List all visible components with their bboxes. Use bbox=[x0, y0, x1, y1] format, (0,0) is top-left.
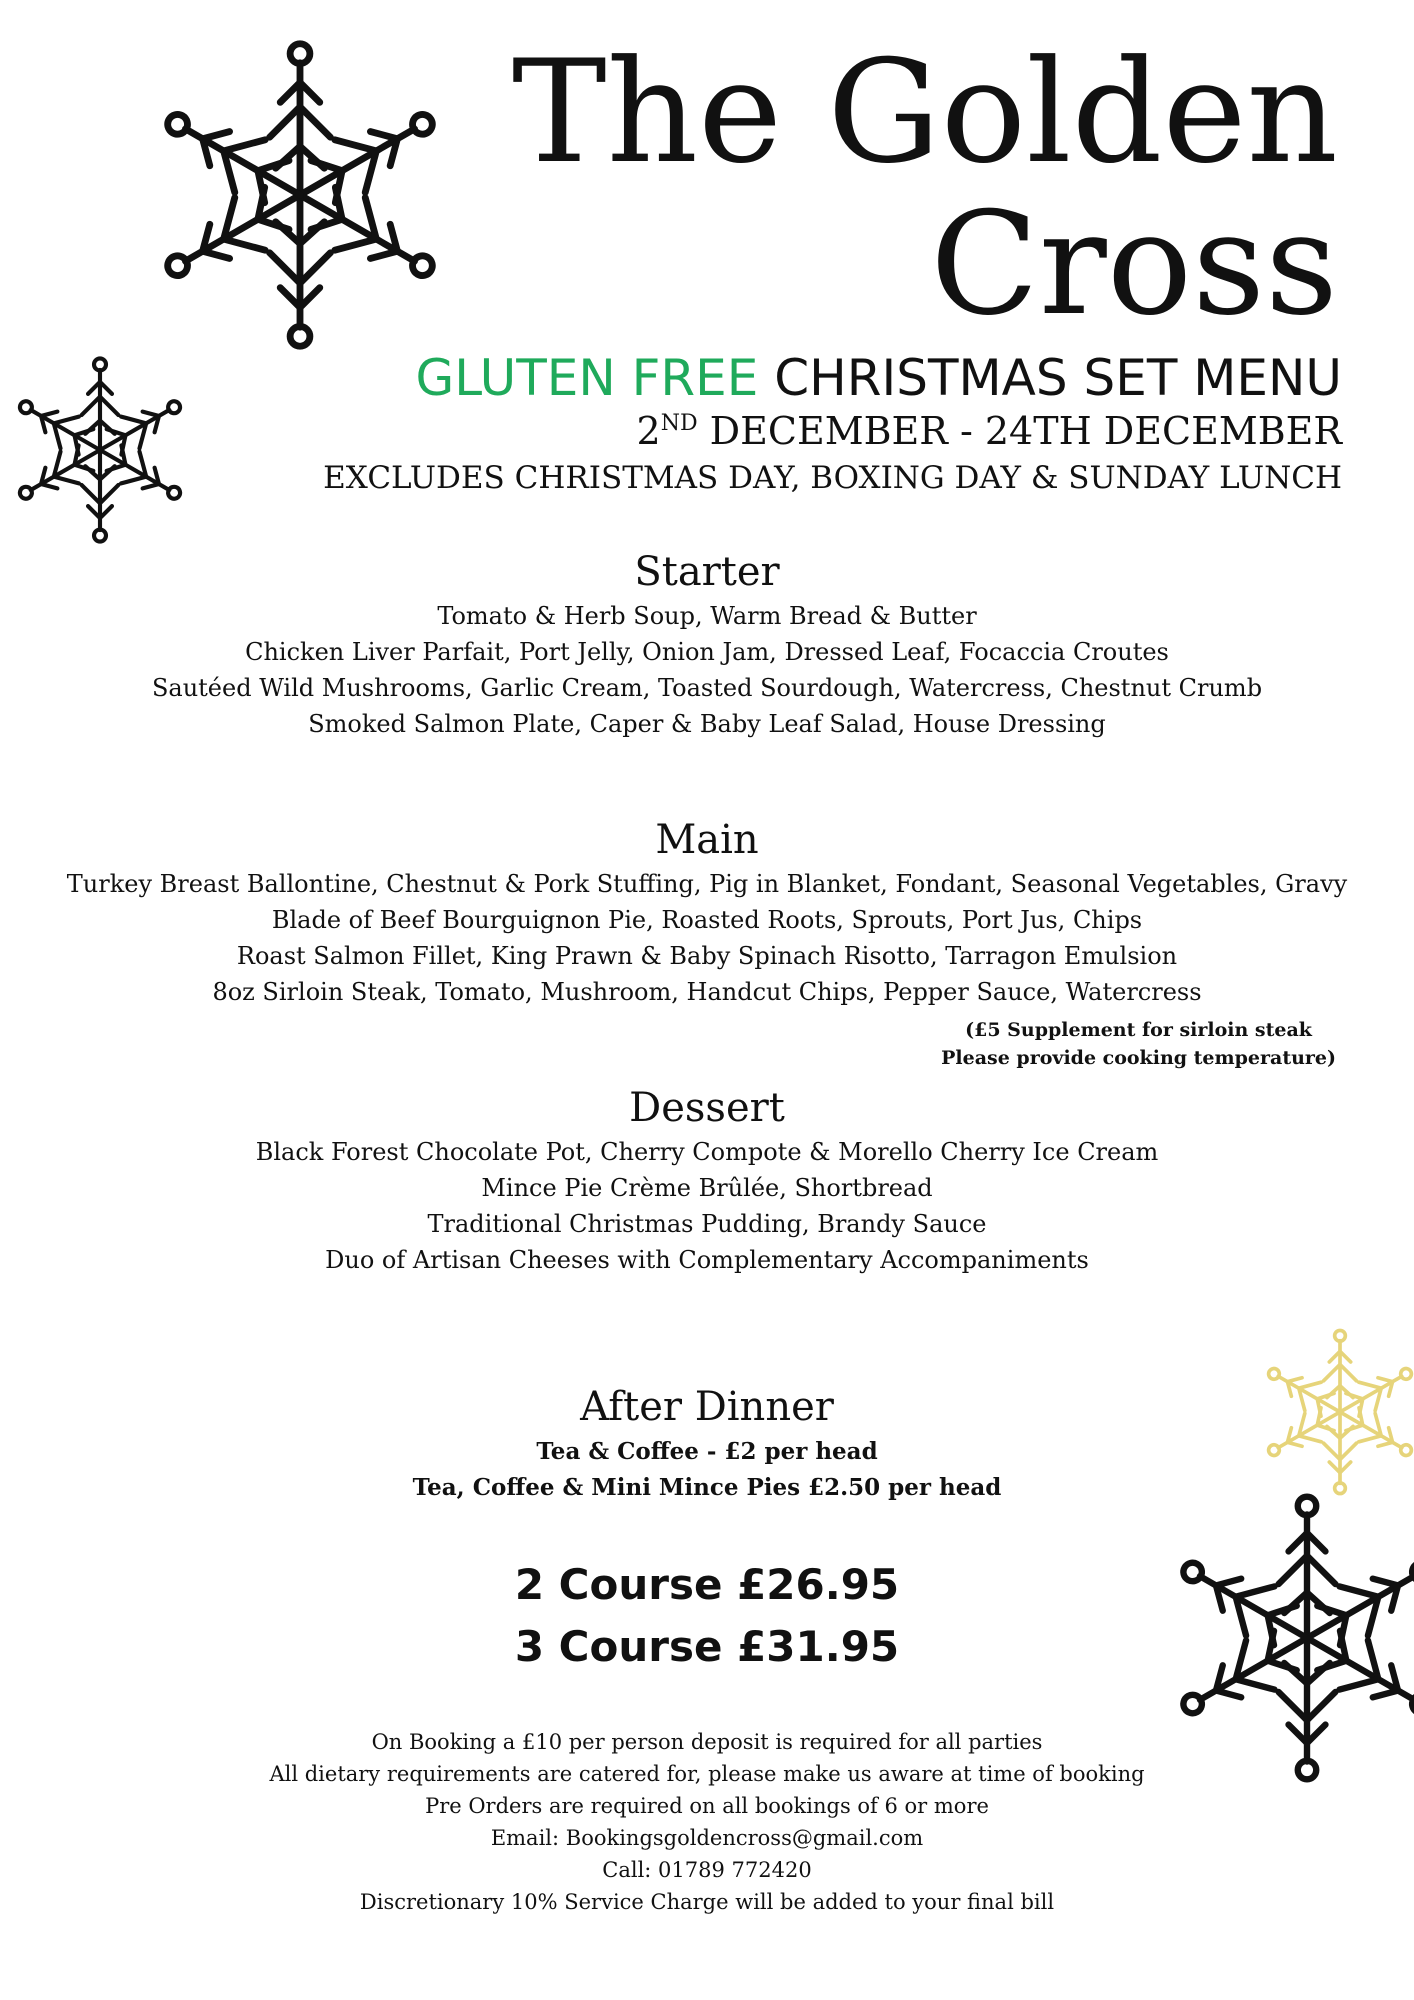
footer-line: Pre Orders are required on all bookings of 6 or more bbox=[425, 1794, 989, 1818]
menu-item: Roast Salmon Fillet, King Prawn & Baby Spinach Risotto, Tarragon Emulsion bbox=[236, 942, 1178, 970]
menu-item: Duo of Artisan Cheeses with Complementary Accompaniments bbox=[325, 1246, 1089, 1274]
menu-item: Smoked Salmon Plate, Caper & Baby Leaf Salad, House Dressing bbox=[308, 710, 1106, 738]
dates-ordinal: ND bbox=[660, 411, 698, 436]
dates-day: 2 bbox=[636, 409, 661, 453]
snowflake-top-left-icon bbox=[140, 35, 460, 355]
restaurant-title-line1: The Golden bbox=[511, 30, 1338, 195]
three-course-price: 3 Course £31.95 bbox=[514, 1622, 900, 1671]
menu-subtitle bbox=[416, 348, 1342, 408]
starter-heading: Starter bbox=[634, 549, 780, 595]
dessert-heading: Dessert bbox=[629, 1085, 785, 1131]
menu-item: Tea, Coffee & Mini Mince Pies £2.50 per head bbox=[412, 1474, 1002, 1501]
footer-line: Discretionary 10% Service Charge will be added to your final bill bbox=[359, 1890, 1055, 1914]
sirloin-supplement-note bbox=[941, 1016, 1336, 1072]
footer-line: On Booking a £10 per person deposit is required for all parties bbox=[371, 1730, 1043, 1754]
menu-item: Traditional Christmas Pudding, Brandy Sauce bbox=[427, 1210, 987, 1238]
note-line: Please provide cooking temperature) bbox=[941, 1047, 1336, 1069]
note-line: (£5 Supplement for sirloin steak bbox=[965, 1019, 1312, 1041]
dessert-list bbox=[0, 1134, 1414, 1278]
footer-phone: Call: 01789 772420 bbox=[602, 1858, 812, 1882]
footer-email: Email: Bookingsgoldencross@gmail.com bbox=[490, 1826, 924, 1850]
menu-item: 8oz Sirloin Steak, Tomato, Mushroom, Handcut Chips, Pepper Sauce, Watercress bbox=[212, 978, 1202, 1006]
after-dinner-heading: After Dinner bbox=[580, 1384, 834, 1430]
snowflake-left-small-icon bbox=[0, 350, 200, 550]
menu-item: Blade of Beef Bourguignon Pie, Roasted Roots, Sprouts, Port Jus, Chips bbox=[271, 906, 1143, 934]
menu-item: Black Forest Chocolate Pot, Cherry Compote & Morello Cherry Ice Cream bbox=[255, 1138, 1159, 1166]
booking-info bbox=[0, 1726, 1414, 1918]
exclusions-note: EXCLUDES CHRISTMAS DAY, BOXING DAY & SUNDAY LUNCH bbox=[323, 460, 1342, 496]
set-menu-label: CHRISTMAS SET MENU bbox=[758, 349, 1342, 407]
menu-dates bbox=[637, 408, 1342, 454]
menu-item: Turkey Breast Ballontine, Chestnut & Pork Stuffing, Pig in Blanket, Fondant, Seasonal Vegetables, Gravy bbox=[66, 870, 1348, 898]
main-heading: Main bbox=[655, 817, 759, 863]
menu-item: Chicken Liver Parfait, Port Jelly, Onion Jam, Dressed Leaf, Focaccia Croutes bbox=[245, 638, 1169, 666]
footer-line: All dietary requirements are catered for, please make us aware at time of booking bbox=[269, 1762, 1145, 1786]
menu-item: Mince Pie Crème Brûlée, Shortbread bbox=[481, 1174, 933, 1202]
gluten-free-label: GLUTEN FREE bbox=[415, 349, 759, 407]
two-course-price: 2 Course £26.95 bbox=[514, 1560, 900, 1609]
restaurant-title-line2: Cross bbox=[930, 182, 1338, 347]
after-dinner-list bbox=[0, 1434, 1414, 1506]
menu-item: Tomato & Herb Soup, Warm Bread & Butter bbox=[437, 602, 977, 630]
menu-item: Sautéed Wild Mushrooms, Garlic Cream, Toasted Sourdough, Watercress, Chestnut Crumb bbox=[151, 674, 1263, 702]
menu-item: Tea & Coffee - £2 per head bbox=[536, 1438, 878, 1465]
main-list bbox=[0, 866, 1414, 1010]
course-prices bbox=[0, 1554, 1414, 1678]
starter-list bbox=[0, 598, 1414, 742]
dates-range: DECEMBER - 24TH DECEMBER bbox=[697, 409, 1342, 453]
